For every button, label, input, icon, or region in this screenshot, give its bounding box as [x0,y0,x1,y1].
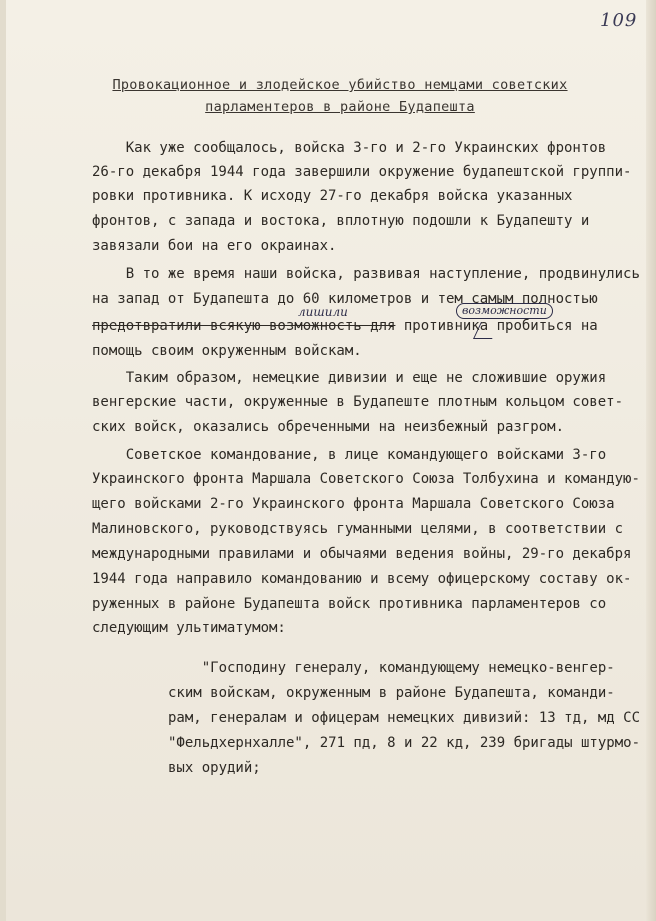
text-line: 1944 года направило командованию и всему офицерскому составу ок- [92,571,632,587]
text-line: В то же время наши войска, развивая наступление, продвинулись [92,266,640,282]
text-line: Как уже сообщалось, войска 3-го и 2-го Украинских фронтов [92,140,607,156]
text-line: Советское командование, в лице командующего войсками 3-го [92,447,607,463]
quote-line: рам, генералам и офицерам немецких дивизий: 13 тд, мд СС [168,710,641,726]
struck-text-line [92,318,598,334]
text-line: помощь своим окруженным войскам. [92,343,362,359]
quote-line: "Фельдхернхалле", 271 пд, 8 и 22 кд, 239 бригады штурмо- [168,735,641,751]
page-number: 109 [600,10,638,31]
quote-line: "Господину генералу, командующему немецко-венгер- [168,660,615,676]
text-after-strike: противника пробиться на [395,318,598,334]
page-edge-right [646,0,656,921]
text-line: венгерские части, окруженные в Будапеште плотным кольцом совет- [92,394,624,410]
text-line: фронтов, с запада и востока, вплотную подошли к Будапешту и [92,213,590,229]
text-line: международными правилами и обычаями ведения войны, 29-го декабря [92,546,632,562]
handwritten-insert-2: возможности [456,303,553,319]
text-line: руженных в районе Будапешта войск противника парламентеров со [92,596,607,612]
text-line: Украинского фронта Маршала Советского Союза Толбухина и командую- [92,471,640,487]
text-line: Малиновского, руководствуясь гуманными целями, в соответствии с [92,521,624,537]
quote-line: ским войскам, окруженным в районе Будапешта, команди- [168,685,615,701]
text-line: следующим ультиматумом: [92,620,286,636]
title-line-2: парламентеров в районе Будапешта [205,99,475,115]
text-line: на запад от Будапешта до 60 километров и тем самым полностью [92,291,598,307]
title-line-1: Провокационное и злодейское убийство немцами советских [112,77,568,93]
struck-text: предотвратили всякую возможность для [92,318,396,334]
text-line: ровки противника. К исходу 27-го декабря войска указанных [92,188,573,204]
text-line: завязали бои на его окраинах. [92,238,337,254]
text-line: ских войск, оказались обреченными на неизбежный разгром. [92,419,565,435]
page-edge-left [0,0,6,921]
text-line: щего войсками 2-го Украинского фронта Маршала Советского Союза [92,496,615,512]
handwritten-insert-1: лишили [298,305,348,319]
quote-line: вых орудий; [168,760,261,776]
text-line: 26-го декабря 1944 года завершили окружение будапештской группи- [92,164,632,180]
text-line: Таким образом, немецкие дивизии и еще не сложившие оружия [92,370,607,386]
